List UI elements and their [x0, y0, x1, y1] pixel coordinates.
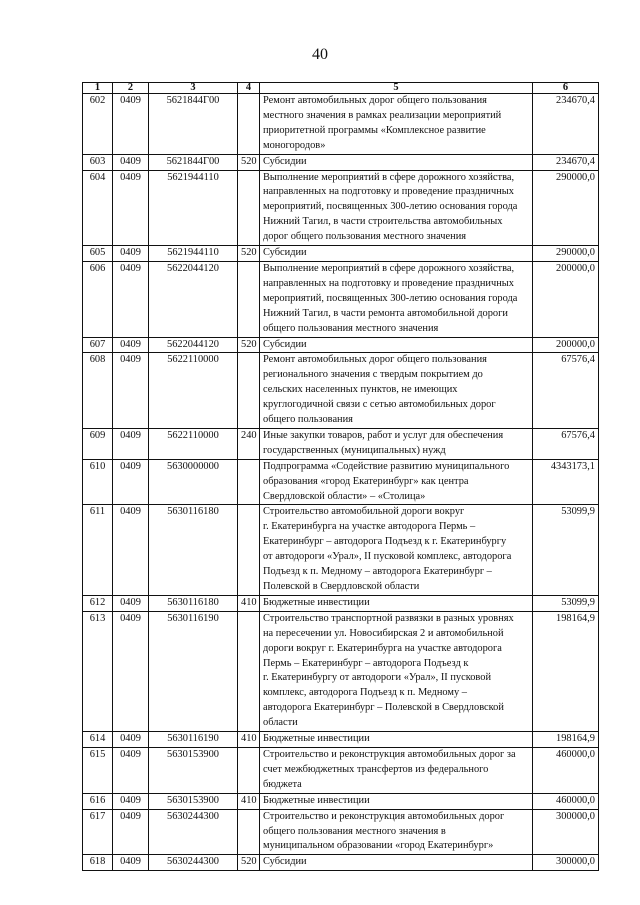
description-line: местного значения в рамках реализации мероприятий	[263, 109, 502, 121]
description-line: направленных на подготовку и проведение праздничных	[263, 277, 514, 289]
description-line: общего пользования местного значения	[263, 322, 439, 334]
section-code-cell: 0409	[113, 855, 149, 871]
target-article-cell: 5630116190	[149, 611, 238, 731]
target-article-cell: 5622110000	[149, 353, 238, 429]
expense-type-cell: 520	[238, 337, 260, 353]
description-line: Бюджетные инвестиции	[263, 596, 370, 608]
row-number-cell: 608	[83, 353, 113, 429]
amount-cell: 290000,0	[533, 170, 599, 246]
description-cell	[260, 246, 533, 262]
description-cell	[260, 261, 533, 337]
target-article-cell: 5630000000	[149, 459, 238, 505]
header-cell: 3	[149, 83, 238, 94]
section-code-cell: 0409	[113, 809, 149, 855]
description-line: Полевской в Свердловской области	[263, 581, 420, 592]
row-number-cell: 602	[83, 94, 113, 155]
header-cell: 1	[83, 83, 113, 94]
description-line: моногородов»	[263, 139, 326, 151]
budget-table	[82, 82, 599, 871]
target-article-cell: 5630153900	[149, 747, 238, 793]
expense-type-cell: 410	[238, 595, 260, 611]
section-code-cell: 0409	[113, 246, 149, 262]
description-line: муниципальном образовании «город Екатеринбург»	[263, 840, 494, 852]
page-number: 40	[312, 46, 328, 63]
amount-cell: 198164,9	[533, 611, 599, 731]
section-code-cell: 0409	[113, 595, 149, 611]
section-code-cell: 0409	[113, 94, 149, 155]
description-line: приоритетной программы «Комплексное развитие	[263, 124, 486, 136]
description-line: дороги вокруг г. Екатеринбурга на участке автодорога	[263, 642, 502, 654]
table-row	[83, 611, 599, 731]
target-article-cell: 5621944110	[149, 170, 238, 246]
description-line: Нижний Тагил, в части ремонта автомобильной дороги	[263, 307, 508, 319]
description-line: автодорога Екатеринбург – Полевской в Свердловской	[263, 702, 504, 714]
table-row	[83, 154, 599, 170]
amount-cell: 234670,4	[533, 154, 599, 170]
section-code-cell: 0409	[113, 428, 149, 459]
description-line: регионального значения с твердым покрытием до	[263, 369, 483, 381]
description-line: дорог общего пользования местного значения	[263, 231, 467, 243]
amount-cell: 290000,0	[533, 246, 599, 262]
description-cell	[260, 170, 533, 246]
row-number-cell: 606	[83, 261, 113, 337]
row-number-cell: 612	[83, 595, 113, 611]
table-row	[83, 261, 599, 337]
section-code-cell: 0409	[113, 611, 149, 731]
expense-type-cell	[238, 809, 260, 855]
description-cell	[260, 428, 533, 459]
description-line: от автодороги «Урал», II пусковой комплекс, автодорога	[263, 551, 512, 563]
row-number-cell: 603	[83, 154, 113, 170]
table-row	[83, 428, 599, 459]
amount-cell: 234670,4	[533, 94, 599, 155]
row-number-cell: 605	[83, 246, 113, 262]
section-code-cell: 0409	[113, 505, 149, 595]
amount-cell: 67576,4	[533, 353, 599, 429]
target-article-cell: 5630244300	[149, 809, 238, 855]
section-code-cell: 0409	[113, 154, 149, 170]
table-row	[83, 459, 599, 505]
row-number-cell: 607	[83, 337, 113, 353]
description-line: мероприятий, посвященных 300-летию основания города	[263, 201, 518, 213]
description-line: Субсидии	[263, 856, 307, 868]
expense-type-cell	[238, 353, 260, 429]
row-number-cell: 609	[83, 428, 113, 459]
description-cell	[260, 747, 533, 793]
row-number-cell: 617	[83, 809, 113, 855]
section-code-cell: 0409	[113, 170, 149, 246]
section-code-cell: 0409	[113, 353, 149, 429]
table-row	[83, 170, 599, 246]
target-article-cell: 5630116180	[149, 505, 238, 595]
description-line: общего пользования	[263, 414, 353, 426]
amount-cell: 200000,0	[533, 337, 599, 353]
description-line: направленных на подготовку и проведение праздничных	[263, 186, 514, 198]
description-line: счет межбюджетных трансфертов из федерального	[263, 763, 489, 775]
description-cell	[260, 595, 533, 611]
row-number-cell: 604	[83, 170, 113, 246]
description-line: Иные закупки товаров, работ и услуг для обеспечения	[263, 429, 504, 441]
expense-type-cell	[238, 261, 260, 337]
description-line: Ремонт автомобильных дорог общего пользования	[263, 95, 487, 106]
table-row	[83, 809, 599, 855]
description-line: области	[263, 717, 298, 729]
description-line: государственных (муниципальных) нужд	[263, 444, 446, 456]
target-article-cell: 5622110000	[149, 428, 238, 459]
description-cell	[260, 353, 533, 429]
amount-cell: 53099,9	[533, 505, 599, 595]
description-line: Свердловской области» – «Столица»	[263, 490, 426, 502]
header-cell: 5	[260, 83, 533, 94]
amount-cell: 460000,0	[533, 793, 599, 809]
target-article-cell: 5621944110	[149, 246, 238, 262]
description-line: Екатеринбург – автодорога Подъезд к г. Екатеринбургу	[263, 536, 507, 548]
description-line: г. Екатеринбурга на участке автодорога Пермь –	[263, 521, 476, 533]
amount-cell: 300000,0	[533, 809, 599, 855]
row-number-cell: 613	[83, 611, 113, 731]
target-article-cell: 5630244300	[149, 855, 238, 871]
row-number-cell: 614	[83, 732, 113, 748]
expense-type-cell	[238, 459, 260, 505]
row-number-cell: 616	[83, 793, 113, 809]
description-cell	[260, 809, 533, 855]
expense-type-cell	[238, 505, 260, 595]
description-line: Строительство транспортной развязки в разных уровнях	[263, 612, 514, 624]
description-line: Подпрограмма «Содействие развитию муниципального	[263, 460, 510, 472]
description-cell	[260, 793, 533, 809]
description-cell	[260, 732, 533, 748]
amount-cell: 460000,0	[533, 747, 599, 793]
table-row	[83, 595, 599, 611]
description-line: круглогодичной связи с сетью автомобильных дорог	[263, 399, 496, 411]
amount-cell: 198164,9	[533, 732, 599, 748]
amount-cell: 53099,9	[533, 595, 599, 611]
header-cell: 4	[238, 83, 260, 94]
table-row	[83, 94, 599, 155]
expense-type-cell	[238, 747, 260, 793]
section-code-cell: 0409	[113, 732, 149, 748]
row-number-cell: 618	[83, 855, 113, 871]
description-line: Субсидии	[263, 338, 307, 350]
row-number-cell: 615	[83, 747, 113, 793]
description-line: Строительство и реконструкция автомобильных дорог за	[263, 748, 516, 760]
section-code-cell: 0409	[113, 261, 149, 337]
description-cell	[260, 154, 533, 170]
description-line: на пересечении ул. Новосибирская 2 и автомобильной	[263, 627, 504, 639]
expense-type-cell: 520	[238, 154, 260, 170]
amount-cell: 4343173,1	[533, 459, 599, 505]
description-line: Строительство автомобильной дороги вокруг	[263, 506, 465, 518]
description-line: мероприятий, посвященных 300-летию основания города	[263, 292, 518, 304]
table-row	[83, 855, 599, 871]
description-line: г. Екатеринбургу от автодороги «Урал», II пусковой	[263, 672, 492, 684]
description-line: комплекс, автодорога Подъезд к п. Медному –	[263, 687, 467, 699]
amount-cell: 200000,0	[533, 261, 599, 337]
target-article-cell: 5630116180	[149, 595, 238, 611]
header-cell: 6	[533, 83, 599, 94]
target-article-cell: 5622044120	[149, 261, 238, 337]
expense-type-cell: 240	[238, 428, 260, 459]
description-cell	[260, 337, 533, 353]
description-cell	[260, 94, 533, 155]
description-line: Субсидии	[263, 155, 307, 167]
description-line: Субсидии	[263, 247, 307, 259]
description-line: Выполнение мероприятий в сфере дорожного хозяйства,	[263, 171, 515, 183]
section-code-cell: 0409	[113, 337, 149, 353]
description-line: Бюджетные инвестиции	[263, 794, 370, 806]
target-article-cell: 5622044120	[149, 337, 238, 353]
table-row	[83, 353, 599, 429]
table-row	[83, 747, 599, 793]
expense-type-cell	[238, 94, 260, 155]
description-cell	[260, 611, 533, 731]
description-line: образования «город Екатеринбург» как центра	[263, 475, 469, 487]
description-line: бюджета	[263, 778, 302, 790]
description-line: Подъезд к п. Медному – автодорога Екатеринбург –	[263, 566, 492, 578]
table-row	[83, 505, 599, 595]
description-cell	[260, 459, 533, 505]
header-row	[83, 83, 599, 94]
row-number-cell: 610	[83, 459, 113, 505]
expense-type-cell: 410	[238, 793, 260, 809]
description-line: Бюджетные инвестиции	[263, 733, 370, 745]
description-line: общего пользования местного значения в	[263, 825, 446, 837]
expense-type-cell	[238, 611, 260, 731]
target-article-cell: 5621844Г00	[149, 94, 238, 155]
table-row	[83, 246, 599, 262]
description-cell	[260, 505, 533, 595]
section-code-cell: 0409	[113, 459, 149, 505]
amount-cell: 67576,4	[533, 428, 599, 459]
header-cell: 2	[113, 83, 149, 94]
description-cell	[260, 855, 533, 871]
table-row	[83, 732, 599, 748]
target-article-cell: 5621844Г00	[149, 154, 238, 170]
row-number-cell: 611	[83, 505, 113, 595]
target-article-cell: 5630116190	[149, 732, 238, 748]
description-line: Выполнение мероприятий в сфере дорожного хозяйства,	[263, 262, 515, 274]
section-code-cell: 0409	[113, 747, 149, 793]
amount-cell: 300000,0	[533, 855, 599, 871]
expense-type-cell: 410	[238, 732, 260, 748]
target-article-cell: 5630153900	[149, 793, 238, 809]
expense-type-cell	[238, 170, 260, 246]
section-code-cell: 0409	[113, 793, 149, 809]
description-line: Строительство и реконструкция автомобильных дорог	[263, 810, 505, 822]
expense-type-cell: 520	[238, 246, 260, 262]
description-line: сельских населенных пунктов, не имеющих	[263, 384, 458, 396]
expense-type-cell: 520	[238, 855, 260, 871]
description-line: Ремонт автомобильных дорог общего пользования	[263, 354, 487, 366]
table-row	[83, 793, 599, 809]
description-line: Пермь – Екатеринбург – автодорога Подъезд к	[263, 657, 469, 669]
table-row	[83, 337, 599, 353]
description-line: Нижний Тагил, в части строительства автомобильных	[263, 216, 503, 228]
